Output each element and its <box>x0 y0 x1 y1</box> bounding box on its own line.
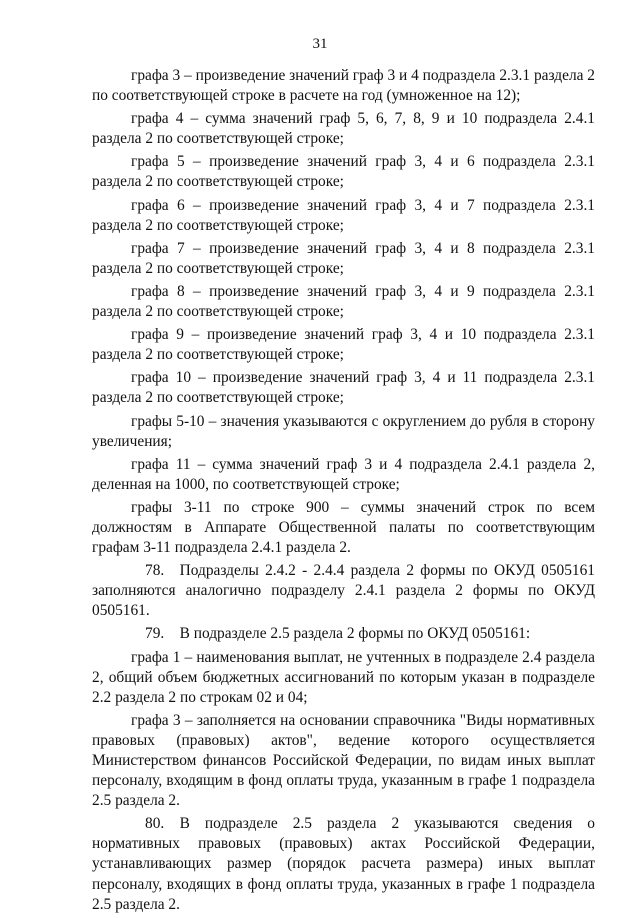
paragraph-item-79-column-3: графа 3 – заполняется на основании справочника "Виды нормативных правовых (правовых) актов", ведение которого осуществляется Министерством финансов Российской Федерации, по видам иных выплат персоналу, входящим в фонд оплаты труда, указанным в графе 1 подраздела 2.5 раздела 2. <box>92 711 595 810</box>
document-body <box>92 66 595 918</box>
paragraph-column-6: графа 6 – произведение значений граф 3, 4 и 7 подраздела 2.3.1 раздела 2 по соответствующей строке; <box>92 196 595 234</box>
paragraph-columns-5-10: графы 5-10 – значения указываются с округлением до рубля в сторону увеличения; <box>92 412 595 450</box>
paragraph-columns-3-11: графы 3-11 по строке 900 – суммы значений строк по всем должностям в Аппарате Общественной палаты по соответствующим графам 3-11 подраздела 2.4.1 раздела 2. <box>92 498 595 557</box>
paragraph-column-7: графа 7 – произведение значений граф 3, 4 и 8 подраздела 2.3.1 раздела 2 по соответствующей строке; <box>92 239 595 277</box>
paragraph-item-79-column-1: графа 1 – наименования выплат, не учтенных в подразделе 2.4 раздела 2, общий объем бюджетных ассигнований по которым указан в подразделе 2.2 раздела 2 по строкам 02 и 04; <box>92 648 595 706</box>
paragraph-item-78: 78. Подразделы 2.4.2 - 2.4.4 раздела 2 формы по ОКУД 0505161 заполняются аналогично подразделу 2.4.1 раздела 2 формы по ОКУД 0505161. <box>92 562 595 620</box>
paragraph-column-9: графа 9 – произведение значений граф 3, 4 и 10 подраздела 2.3.1 раздела 2 по соответствующей строке; <box>92 326 595 364</box>
paragraph-item-79: 79. В подразделе 2.5 раздела 2 формы по ОКУД 0505161: <box>145 625 531 643</box>
paragraph-column-8: графа 8 – произведение значений граф 3, 4 и 9 подраздела 2.3.1 раздела 2 по соответствующей строке; <box>92 282 595 321</box>
paragraph-column-11: графа 11 – сумма значений граф 3 и 4 подраздела 2.4.1 раздела 2, деленная на 1000, по соответствующей строке; <box>92 455 595 493</box>
paragraph-column-4: графа 4 – сумма значений граф 5, 6, 7, 8, 9 и 10 подраздела 2.4.1 раздела 2 по соответствующей строке; <box>92 110 595 148</box>
paragraph-item-80: 80. В подразделе 2.5 раздела 2 указываются сведения о нормативных правовых (правовых) актах Российской Федерации, устанавливающих размер (порядок расчета размера) иных выплат персоналу, входящих в фонд оплаты труда, указанных в графе 1 подраздела 2.5 раздела 2. <box>92 815 595 913</box>
page-number: 31 <box>312 36 328 52</box>
paragraph-column-5: графа 5 – произведение значений граф 3, 4 и 6 подраздела 2.3.1 раздела 2 по соответствующей строке; <box>92 153 595 191</box>
paragraph-column-10: графа 10 – произведение значений граф 3, 4 и 11 подраздела 2.3.1 раздела 2 по соответствующей строке; <box>92 369 595 407</box>
paragraph-column-3: графа 3 – произведение значений граф 3 и 4 подраздела 2.3.1 раздела 2 по соответствующей строке в расчете на год (умноженное на 12); <box>92 67 595 105</box>
